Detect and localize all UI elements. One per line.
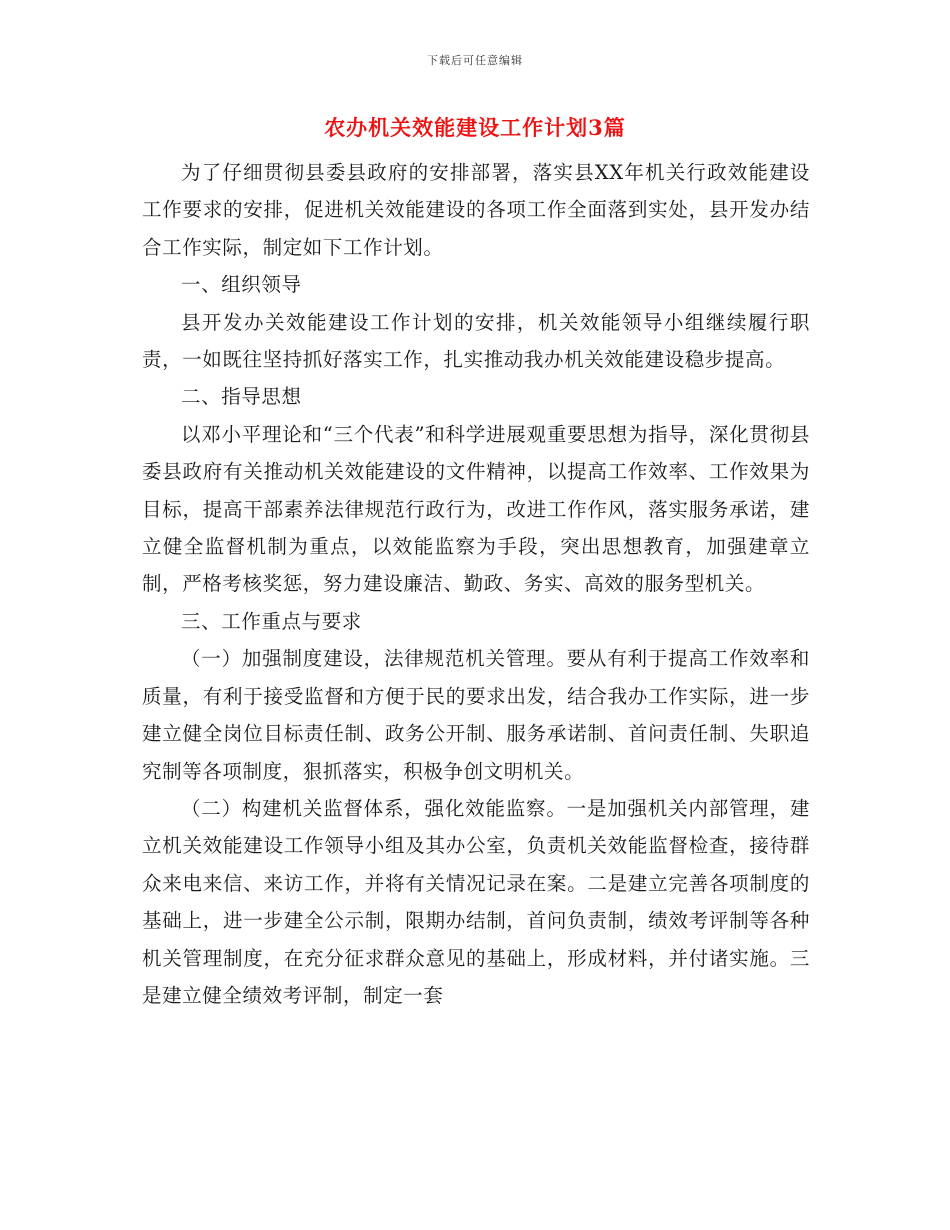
paragraph-intro: 为了仔细贯彻县委县政府的安排部署，落实县XX年机关行政效能建设工作要求的安排，促进机关效能建设的各项工作全面落到实处，县开发办结合工作实际，制定如下工作计划。	[142, 161, 810, 259]
paragraph-guiding-thought: 以邓小平理论和“三个代表”和科学进展观重要思想为指导，深化贯彻县委县政府有关推动机关效能建设的文件精神，以提高工作效率、工作效果为目标，提高干部素养法律规范行政行为，改进工作作风，落实服务承诺，建立健全监督机制为重点，以效能监察为手段，突出思想教育，加强建章立制，严格考核奖惩，努力建设廉洁、勤政、务实、高效的服务型机关。	[142, 422, 810, 596]
section-heading-key-work: 三、工作重点与要求	[181, 609, 362, 633]
paragraph-organization: 县开发办关效能建设工作计划的安排，机关效能领导小组继续履行职责，一如既往坚持抓好落实工作，扎实推动我办机关效能建设稳步提高。	[142, 310, 810, 372]
paragraph-supervision-system: （二）构建机关监督体系，强化效能监察。一是加强机关内部管理，建立机关效能建设工作领导小组及其办公室，负责机关效能监督检查，接待群众来电来信、来访工作，并将有关情况记录在案。二是建立完善各项制度的基础上，进一步建全公示制，限期办结制，首问负责制，绩效考评制等各种机关管理制度，在充分征求群众意见的基础上，形成材料，并付诸实施。三是建立健全绩效考评制，制定一套	[142, 796, 810, 1007]
document-title: 农办机关效能建设工作计划3篇	[324, 115, 626, 140]
header-note: 下载后可任意编辑	[427, 54, 523, 67]
section-heading-guiding-thought: 二、指导思想	[181, 385, 302, 409]
paragraph-system-building: （一）加强制度建设，法律规范机关管理。要从有利于提高工作效率和质量，有利于接受监督和方便于民的要求出发，结合我办工作实际，进一步建立健全岗位目标责任制、政务公开制、服务承诺制、首问责任制、失职追究制等各项制度，狠抓落实，积极争创文明机关。	[142, 647, 810, 783]
section-heading-organization: 一、组织领导	[181, 273, 302, 297]
document-body	[142, 154, 810, 1014]
